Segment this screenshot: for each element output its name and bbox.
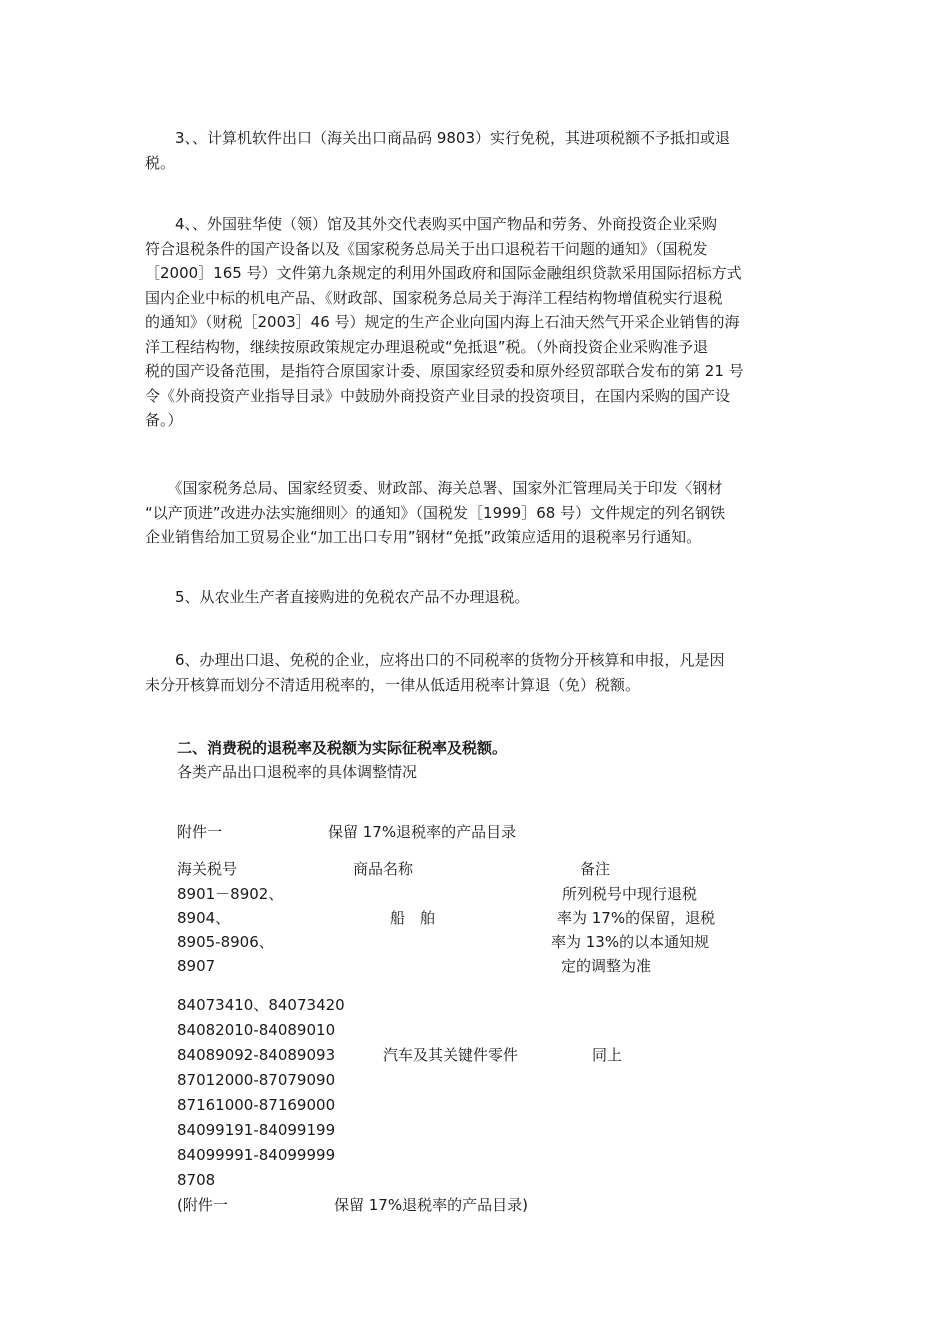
paragraph-line: 4、、外国驻华使（领）馆及其外交代表购买中国产物品和劳务、外商投资企业采购 [145, 215, 718, 233]
header-customs-code: 海关税号 [177, 860, 238, 878]
ship-code: 8901－8902、 [177, 885, 284, 903]
ship-code: 8905-8906、 [177, 933, 274, 951]
header-note: 备注 [580, 860, 611, 878]
ship-note-line: 定的调整为准 [561, 957, 652, 975]
paragraph-item-4 [145, 212, 810, 433]
auto-code: 84082010-84089010 [177, 1021, 336, 1039]
paragraph-item-5 [145, 585, 810, 610]
section-heading: 二、消费税的退税率及税额为实际征税率及税额。 [177, 739, 508, 757]
auto-code: 84073410、84073420 [177, 996, 345, 1014]
ship-name: 船 舶 [390, 909, 436, 927]
paragraph-notice [145, 476, 810, 550]
auto-code: 84099991-84099999 [177, 1146, 336, 1164]
auto-code: 8708 [177, 1171, 216, 1189]
paragraph-line: ［2000］165 号）文件第九条规定的利用外国政府和国际金融组织贷款采用国际招标方式 [145, 264, 742, 282]
paragraph-line: 企业销售给加工贸易企业“加工出口专用”钢材“免抵”政策应适用的退税率另行通知。 [145, 528, 702, 546]
paragraph-line: 税。 [145, 153, 176, 172]
paragraph-line: 令《外商投资产业指导目录》中鼓励外商投资产业目录的投资项目，在国内采购的国产设 [145, 386, 731, 405]
paragraph-line: 备。） [145, 411, 183, 429]
closing-title: 保留 17%退税率的产品目录) [334, 1196, 528, 1214]
attachment-label: 附件一 [177, 823, 223, 841]
paragraph-line: 符合退税条件的国产设备以及《国家税务总局关于出口退税若干问题的通知》（国税发 [145, 239, 708, 258]
ship-code: 8907 [177, 957, 216, 975]
auto-code: 87161000-87169000 [177, 1096, 336, 1114]
paragraph-item-3 [145, 126, 810, 175]
ship-note-line: 率为 13%的以本通知规 [551, 933, 710, 951]
paragraph-line: 税的国产设备范围，是指符合原国家计委、原国家经贸委和原外经贸部联合发布的第 21 号 [145, 362, 744, 380]
ship-note-line: 所列税号中现行退税 [562, 885, 698, 903]
paragraph-line: “以产顶进”改进办法实施细则〉的通知》（国税发［1999］68 号）文件规定的列名钢铁 [145, 503, 726, 522]
paragraph-line: 未分开核算而划分不清适用税率的，一律从低适用税率计算退（免）税额。 [145, 675, 641, 694]
paragraph-line: 《国家税务总局、国家经贸委、财政部、海关总署、国家外汇管理局关于印发〈钢材 [145, 479, 723, 497]
auto-code: 84099191-84099199 [177, 1121, 336, 1139]
header-product-name: 商品名称 [353, 860, 414, 878]
ship-code: 8904、 [177, 909, 231, 927]
paragraph-item-6 [145, 648, 810, 697]
paragraph-line: 3、、计算机软件出口（海关出口商品码 9803）实行免税，其进项税额不予抵扣或退 [145, 129, 730, 147]
section-subheading: 各类产品出口退税率的具体调整情况 [177, 763, 418, 781]
paragraph-line: 5、从农业生产者直接购进的免税农产品不办理退税。 [145, 588, 530, 606]
ship-note-line: 率为 17%的保留，退税 [557, 909, 716, 927]
paragraph-line: 洋工程结构物，继续按原政策规定办理退税或“免抵退”税。（外商投资企业采购准予退 [145, 337, 709, 356]
paragraph-line: 国内企业中标的机电产品、《财政部、国家税务总局关于海洋工程结构物增值税实行退税 [145, 288, 723, 307]
paragraph-line: 6、办理出口退、免税的企业，应将出口的不同税率的货物分开核算和申报，凡是因 [145, 651, 725, 669]
auto-code: 84089092-84089093 [177, 1046, 336, 1064]
paragraph-line: 的通知》（财税［2003］46 号）规定的生产企业向国内海上石油天然气开采企业销售的海 [145, 313, 740, 331]
attachment-title: 保留 17%退税率的产品目录 [328, 823, 517, 841]
auto-code: 87012000-87079090 [177, 1071, 336, 1089]
auto-note: 同上 [592, 1046, 623, 1064]
closing-label: (附件一 [177, 1196, 228, 1214]
auto-name: 汽车及其关键件零件 [383, 1046, 519, 1064]
